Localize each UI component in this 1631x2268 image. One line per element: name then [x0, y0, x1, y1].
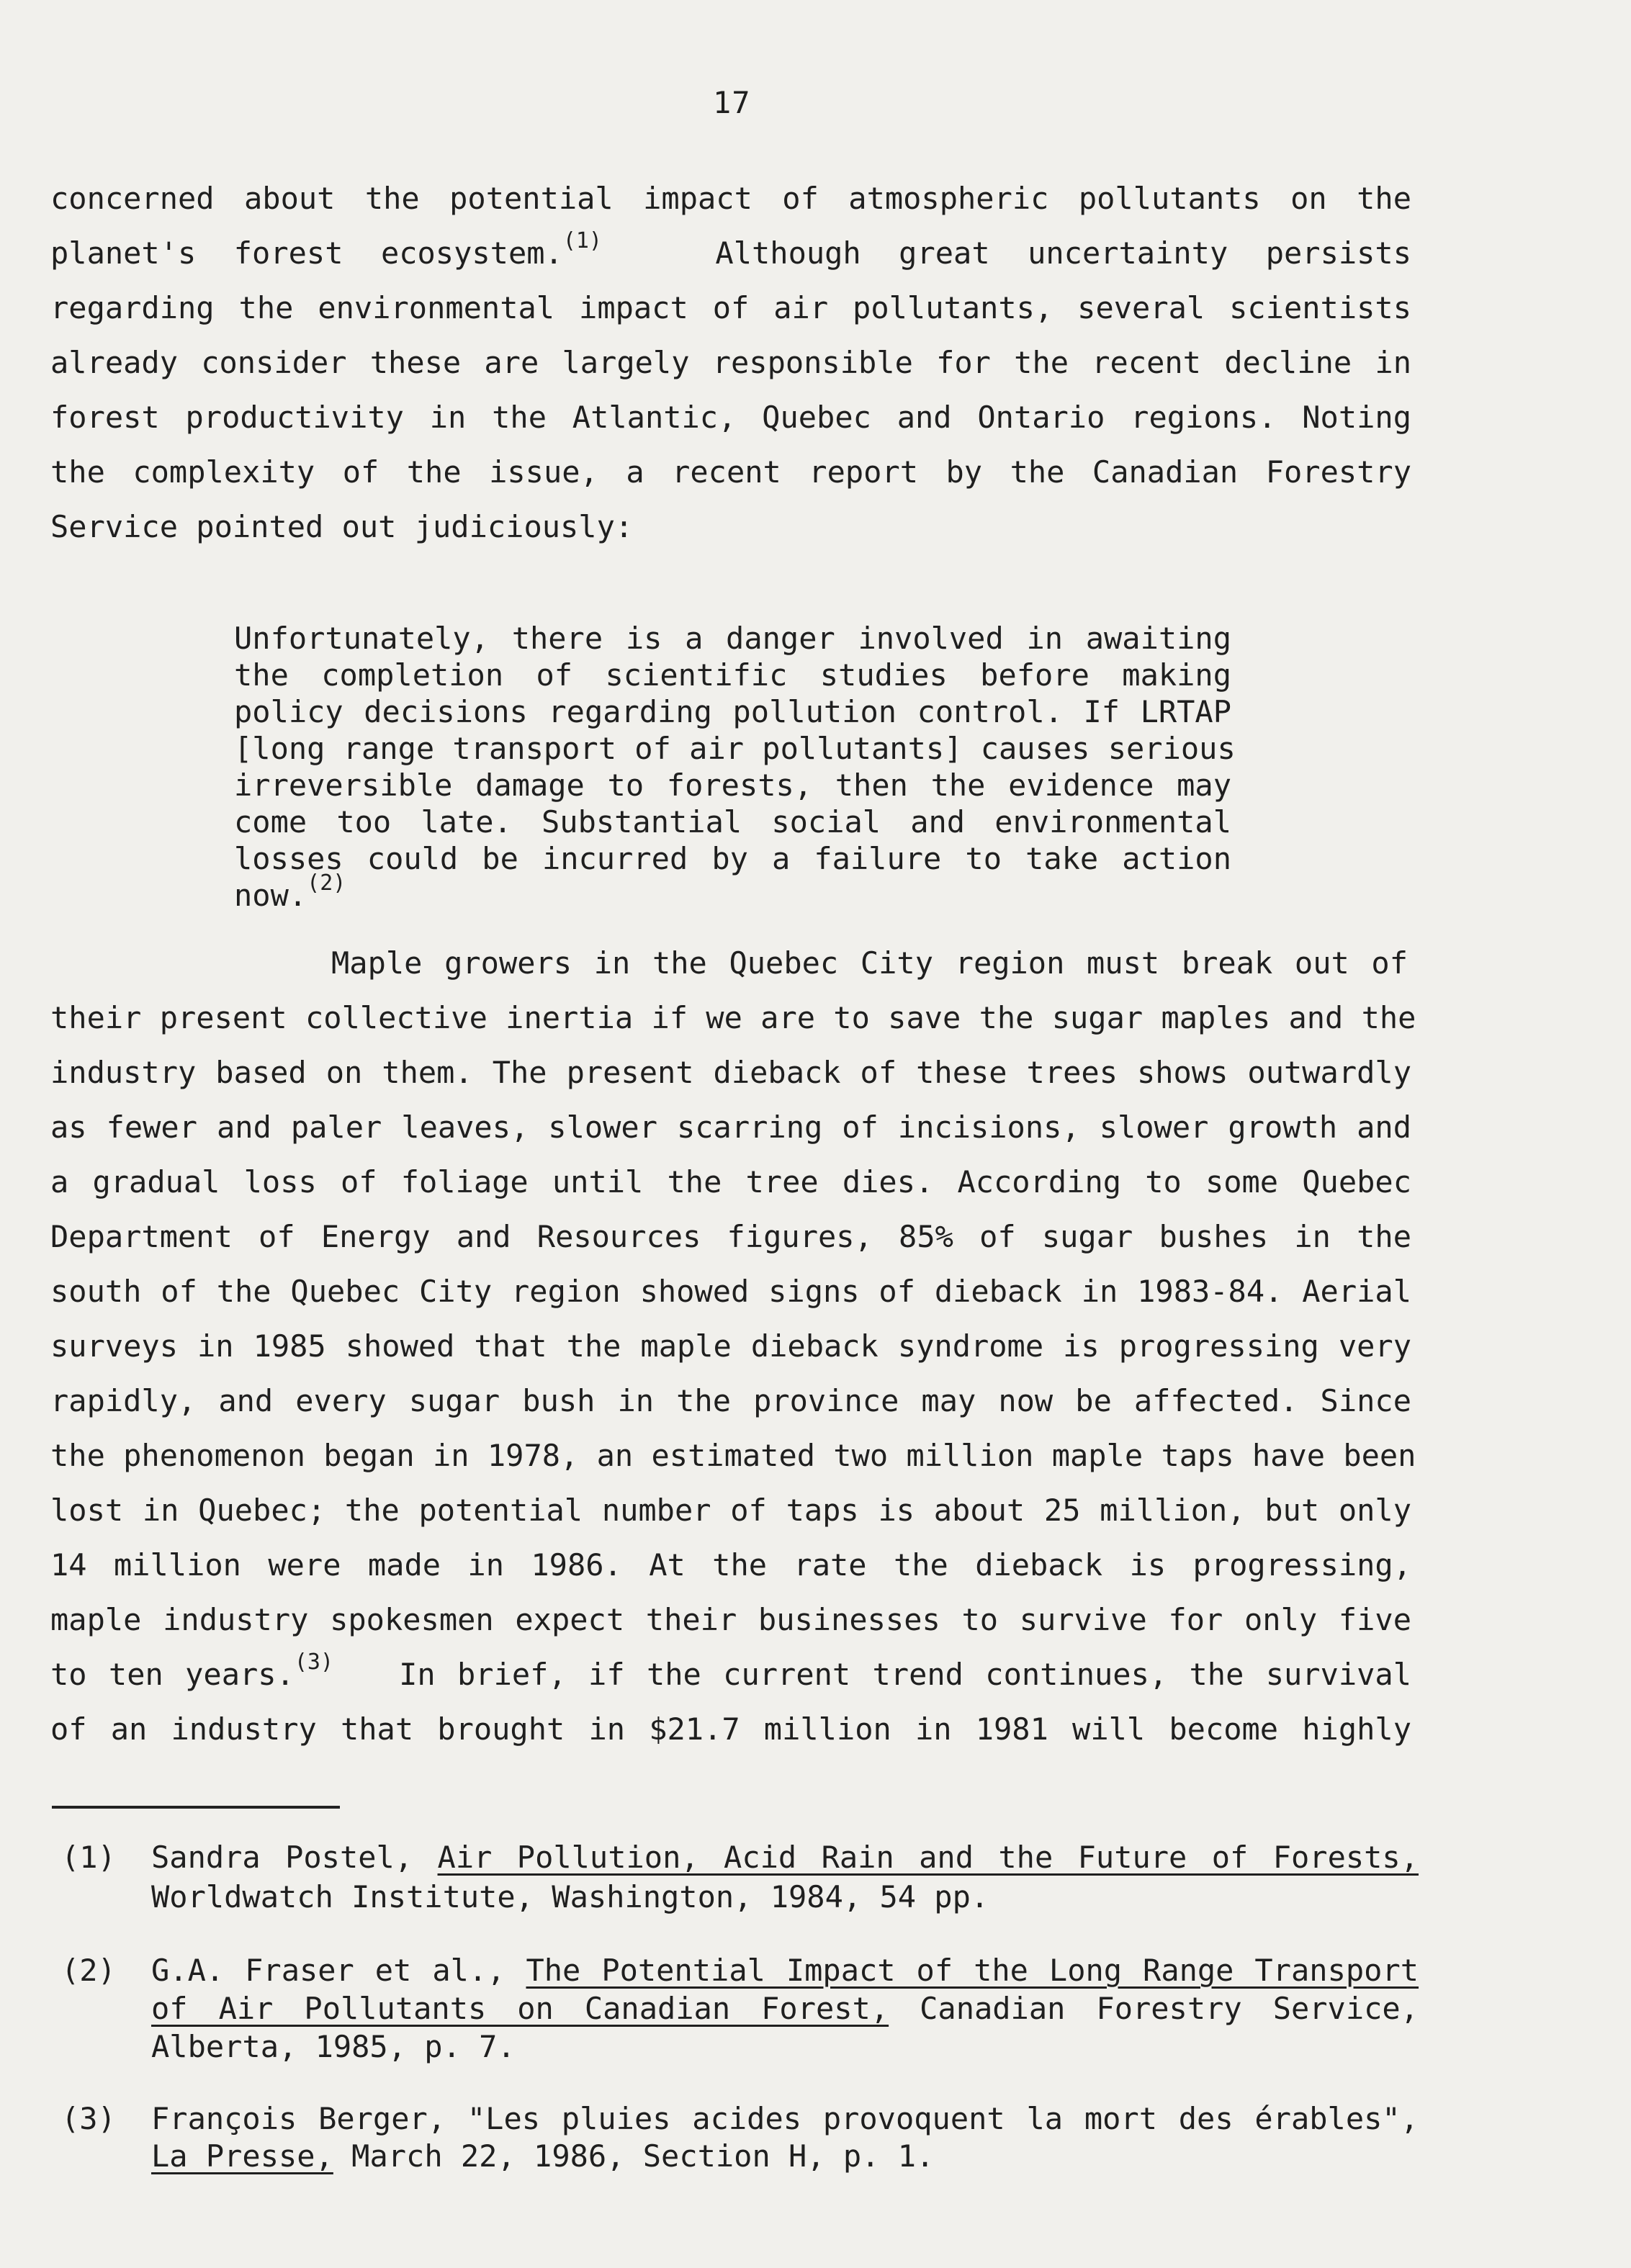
- body-line: Service pointed out judiciously:: [50, 509, 634, 544]
- footnote-line: La Presse, March 22, 1986, Section H, p. 1.: [151, 2138, 935, 2174]
- body-line: rapidly, and every sugar bush in the province may now be affected. Since: [50, 1383, 1411, 1418]
- body-line: industry based on them. The present dieback of these trees shows outwardly: [50, 1055, 1411, 1090]
- quote-line: [long range transport of air pollutants] causes serious: [234, 731, 1236, 766]
- body-line: Department of Energy and Resources figures, 85% of sugar bushes in the: [50, 1219, 1411, 1254]
- footnote-line: Sandra Postel, Air Pollution, Acid Rain and the Future of Forests,: [151, 1840, 1419, 1875]
- quote-line: irreversible damage to forests, then the evidence may: [234, 768, 1231, 803]
- body-line: forest productivity in the Atlantic, Quebec and Ontario regions. Noting: [50, 400, 1411, 435]
- quote-line: policy decisions regarding pollution control. If LRTAP: [234, 694, 1231, 729]
- quote-line: now.$^{(2)}$: [234, 870, 346, 913]
- body-line: the phenomenon began in 1978, an estimated two million maple taps have been: [50, 1438, 1416, 1473]
- footnote-line: Worldwatch Institute, Washington, 1984, 54 pp.: [151, 1879, 989, 1914]
- body-line: planet's forest ecosystem.$^{(1)}$ Although great uncertainty persists: [50, 228, 1411, 271]
- body-line: 14 million were made in 1986. At the rate the dieback is progressing,: [50, 1547, 1411, 1583]
- footnote-divider: [52, 1806, 340, 1809]
- page-number: 17: [713, 85, 751, 120]
- body-line: Maple growers in the Quebec City region must break out of: [331, 945, 1408, 981]
- quote-line: Unfortunately, there is a danger involved in awaiting: [234, 621, 1231, 656]
- footnote-line: François Berger, "Les pluies acides provoquent la mort des érables",: [151, 2101, 1419, 2136]
- body-line: as fewer and paler leaves, slower scarring of incisions, slower growth and: [50, 1110, 1411, 1145]
- footnote-line: G.A. Fraser et al., The Potential Impact of the Long Range Transport: [151, 1953, 1419, 1988]
- body-line: already consider these are largely responsible for the recent decline in: [50, 345, 1411, 380]
- footnote-line: of Air Pollutants on Canadian Forest, Canadian Forestry Service,: [151, 1991, 1419, 2026]
- quote-line: the completion of scientific studies before making: [234, 657, 1231, 693]
- body-line: south of the Quebec City region showed signs of dieback in 1983-84. Aerial: [50, 1274, 1411, 1309]
- footnote-ref: (1): [562, 228, 602, 253]
- body-line: lost in Quebec; the potential number of taps is about 25 million, but only: [50, 1493, 1411, 1528]
- body-line: to ten years.$^{(3)}$ In brief, if the current trend continues, the survival: [50, 1650, 1412, 1692]
- quote-line: come too late. Substantial social and environmental: [234, 804, 1231, 840]
- footnote-mark: (3): [61, 2101, 116, 2136]
- body-line: surveys in 1985 showed that the maple dieback syndrome is progressing very: [50, 1328, 1411, 1364]
- quote-line: losses could be incurred by a failure to take action: [234, 841, 1231, 876]
- body-line: a gradual loss of foliage until the tree dies. According to some Quebec: [50, 1164, 1411, 1200]
- body-line: of an industry that brought in $21.7 million in 1981 will become highly: [50, 1711, 1411, 1747]
- body-line: concerned about the potential impact of atmospheric pollutants on the: [50, 181, 1411, 216]
- footnote-mark: (2): [61, 1953, 116, 1988]
- body-line: their present collective inertia if we are to save the sugar maples and the: [50, 1000, 1416, 1035]
- footnote-line: Alberta, 1985, p. 7.: [151, 2029, 516, 2064]
- body-line: maple industry spokesmen expect their businesses to survive for only five: [50, 1602, 1411, 1637]
- body-line: regarding the environmental impact of air pollutants, several scientists: [50, 290, 1411, 325]
- footnote-ref: (2): [307, 870, 346, 896]
- footnote-mark: (1): [61, 1840, 116, 1875]
- footnote-ref: (3): [294, 1650, 334, 1675]
- body-line: the complexity of the issue, a recent report by the Canadian Forestry: [50, 454, 1411, 490]
